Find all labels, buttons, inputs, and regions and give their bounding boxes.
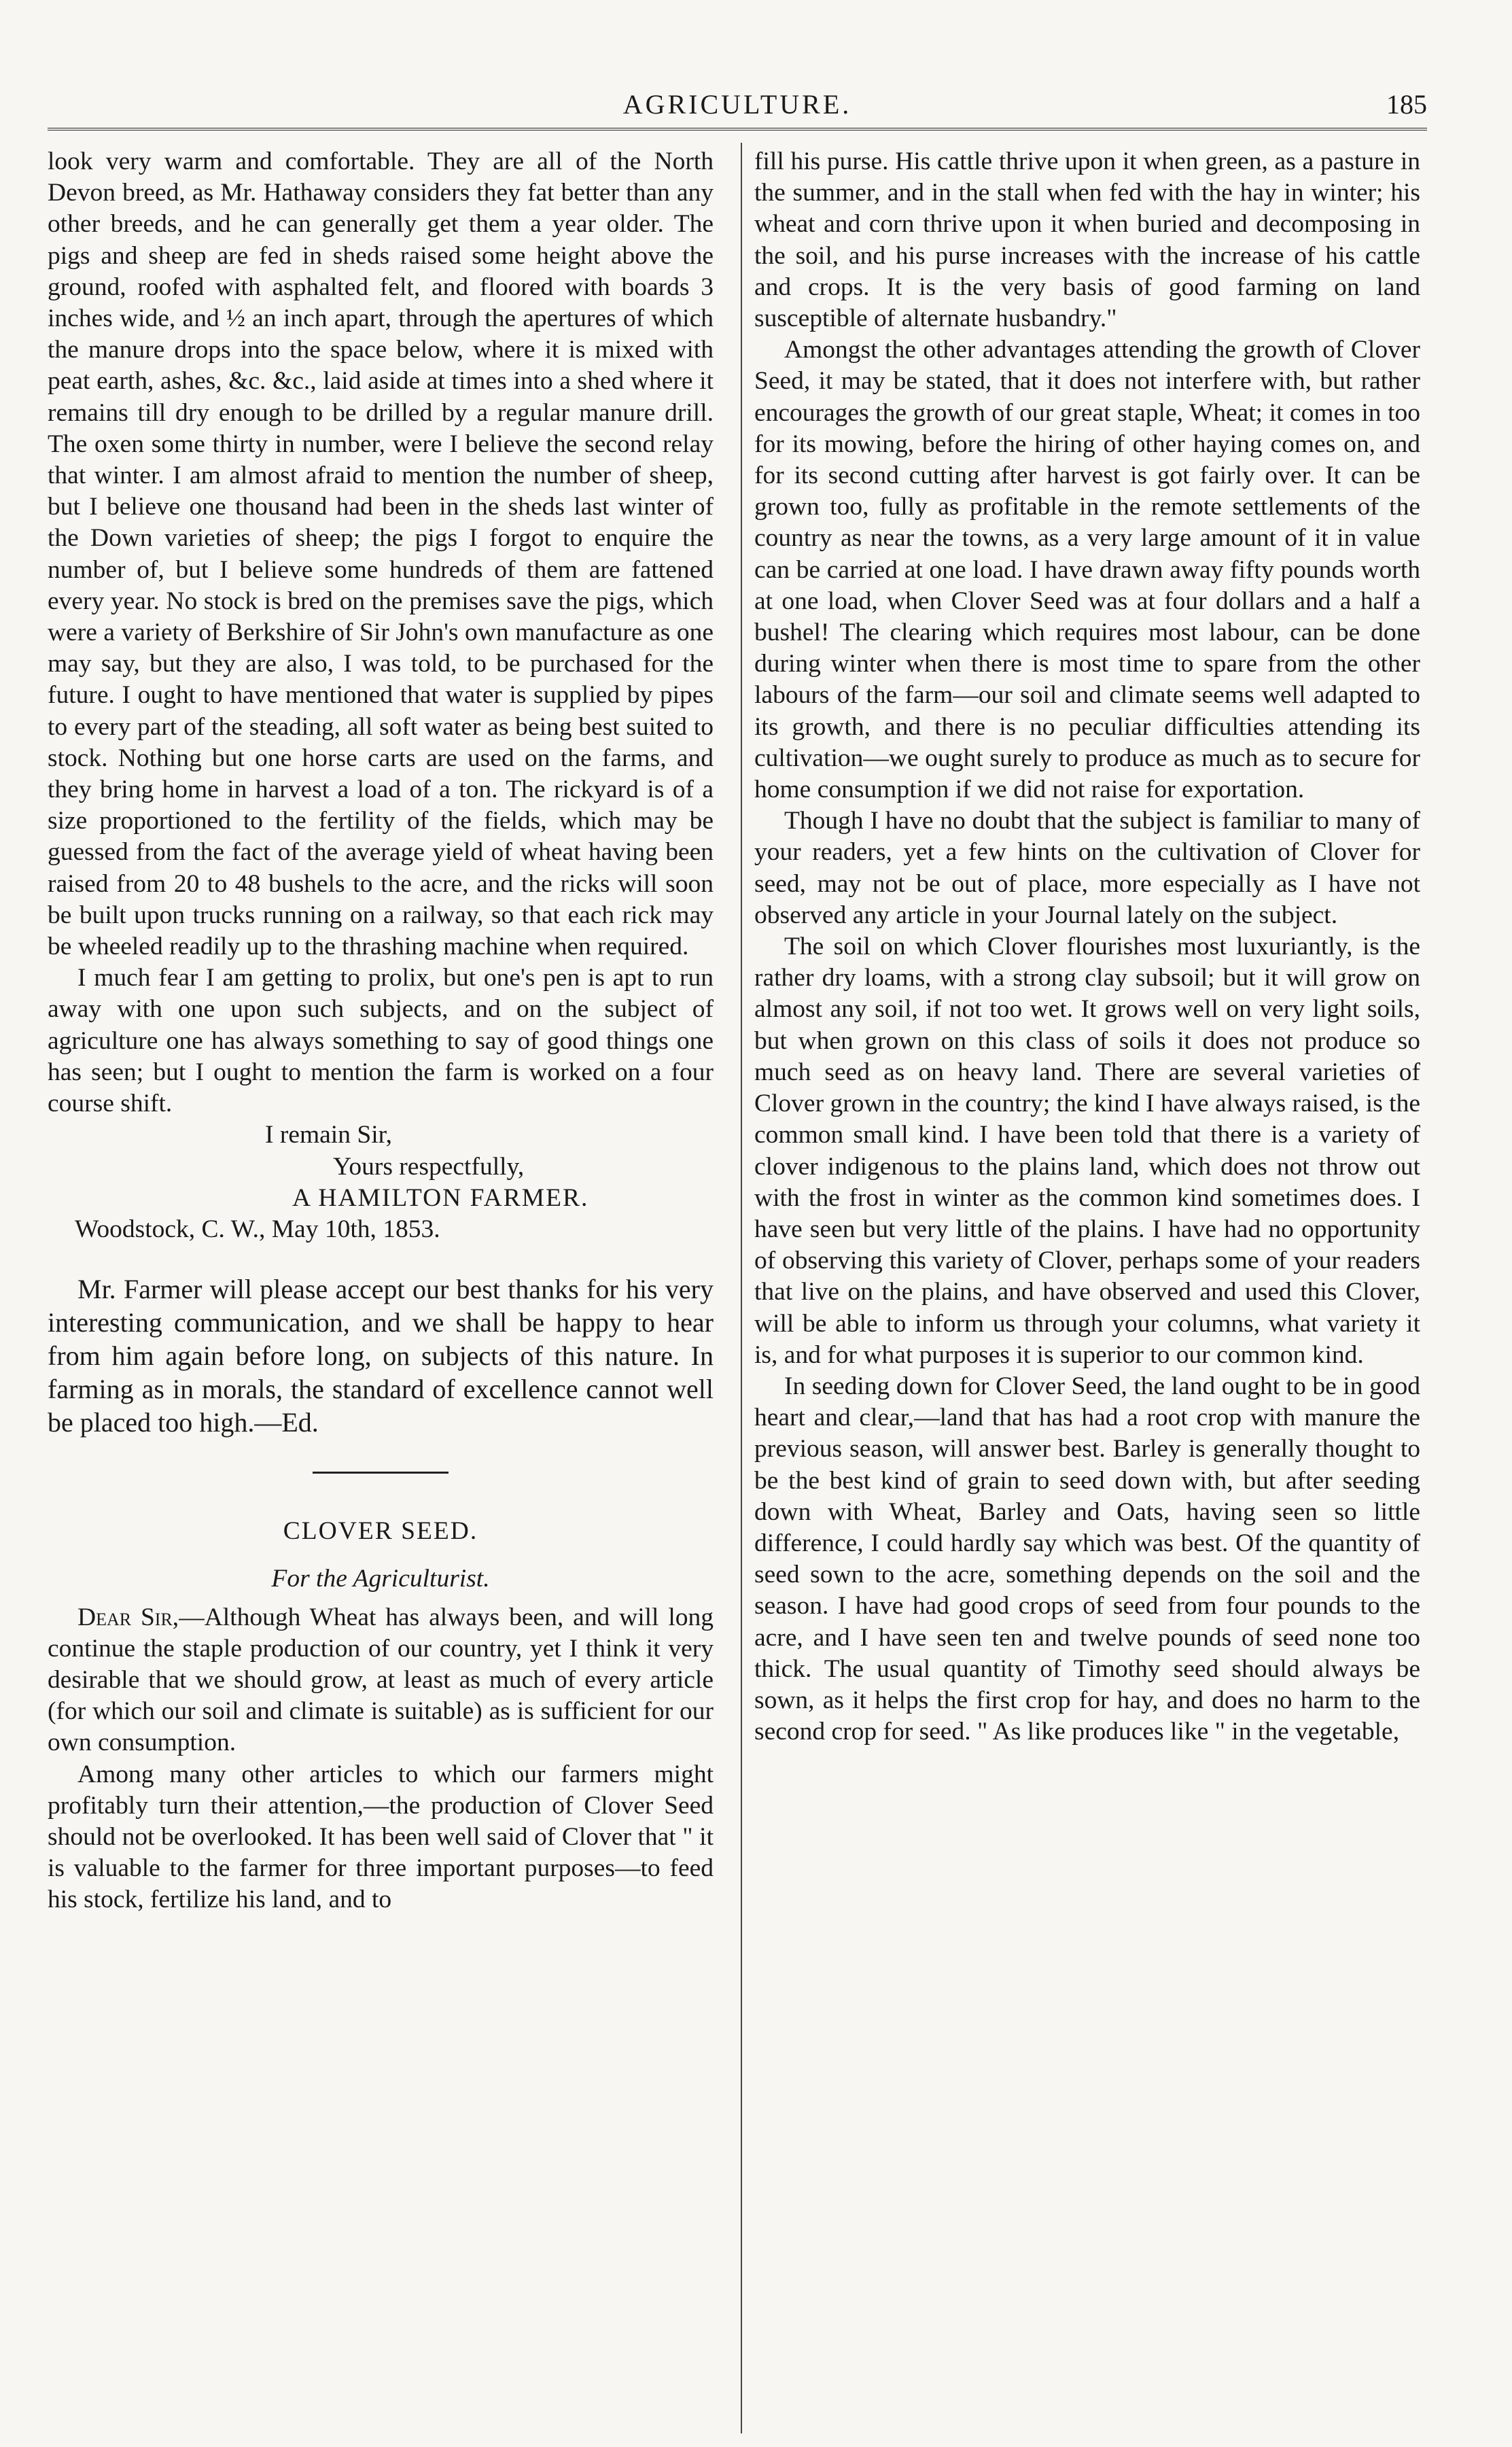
opening-text: —Although Wheat has always been, and will long continue the staple production of our country, yet I think it very desirable that we should grow, at least as much of every article (for which our soil and climate is suitable) as is sufficient for our own consumption.: [48, 1603, 714, 1757]
article-byline: For the Agriculturist.: [271, 1565, 490, 1593]
body-paragraph: In seeding down for Clover Seed, the land ought to be in good heart and clear,—land that has had a root crop with manure the previous season, will answer best. Barley is generally thought to be the best kind of grain to seed down with, but after seeding down with Wheat, Barley and Oats, having seen so little difference, I could hardly say which was best. Of the quantity of seed sown to the acre, something depends on the soil and the season. I have had good crops of seed from four pounds to the acre, and I have seen ten and twelve pounds of seed none too thick. The usual quantity of Timothy seed should always be sown, as it helps the first crop for hay, and does no harm to the second crop for seed. " As like produces like " in the vegetable,: [754, 1372, 1420, 1746]
body-paragraph: Though I have no doubt that the subject is familiar to many of your readers, yet a few hints on the cultivation of Clover for seed, may not be out of place, more especially as I have not observed any article in your Journal lately on the subject.: [754, 807, 1420, 929]
opening-paragraph: [48, 1602, 714, 1759]
section-divider: [313, 1472, 449, 1474]
page-number: 185: [1386, 89, 1427, 120]
editor-note: Mr. Farmer will please accept our best thanks for his very interesting communication, and we shall be happy to hear from him again before long, on subjects of this nature. In farming as in morals, the standard of excellence cannot well be placed too high.—Ed.: [48, 1274, 714, 1438]
closing-paragraph: I much fear I am getting to prolix, but one's pen is apt to run away with one upon such subjects, and on the subject of agriculture one has always something to say of good things one has seen; but I ought to mention the farm is worked on a four course shift.: [48, 964, 714, 1118]
running-title: AGRICULTURE.: [622, 89, 852, 120]
body-paragraph: Among many other articles to which our farmers might profitably turn their attention,—the production of Clover Seed should not be overlooked. It has been well said of Clover that " it is valuable to the farmer for three important purposes—to feed his stock, fertilize his land, and to: [48, 1760, 714, 1914]
continued-paragraph: look very warm and comfortable. They are all of the North Devon breed, as Mr. Hathaway considers they fat better than any other breeds, and he can generally get them a year older. The pigs and sheep are fed in sheds raised some height above the ground, roofed with asphalted felt, and floored with boards 3 inches wide, and ½ an inch apart, through the apertures of which the manure drops into the space below, where it is mixed with peat earth, ashes, &c. &c., laid aside at times into a shed where it remains till dry enough to be drilled by a regular manure drill. The oxen some thirty in number, were I believe the second relay that winter. I am almost afraid to mention the number of sheep, but I believe one thousand had been in the sheds last winter of the Down varieties of sheep; the pigs I forgot to enquire the number of, but I believe some hundreds of them are fattened every year. No stock is bred on the premises save the pigs, which were a variety of Berkshire of Sir John's own manufacture as one may say, but they are also, I was told, to be purchased for the future. I ought to have mentioned that water is supplied by pipes to every part of the steading, all soft water as being best suited to stock. Nothing but one horse carts are used on the farms, and they bring home in harvest a load of a ton. The rickyard is of a size proportioned to the fertility of the fields, which may be guessed from the fact of the average yield of wheat having been raised from 20 to 48 bushels to the acre, and the ricks will soon be built upon trucks running on a railway, so that each rick may be wheeled readily up to the thrashing machine when required.: [48, 147, 714, 961]
body-paragraph: Amongst the other advantages attending the growth of Clover Seed, it may be stated, that it does not interfere with, but rather encourages the growth of our great staple, Wheat; it comes in too for its mowing, before the hiring of other haying comes on, and for its second cutting after harvest is got fairly over. It can be grown too, fully as profitable in the remote settlements of the country as near the towns, as a very large amount of it in value can be carried at one load. I have drawn away fifty pounds worth at one load, when Clover Seed was at four dollars and a half a bushel! The clearing which requires most labour, can be done during winter when there is most time to spare from the other labours of the farm—our soil and climate seems well adapted to its growth, and there is no peculiar difficulties attending its cultivation—we ought surely to produce as much as to secure for home consumption if we did not raise for exportation.: [754, 336, 1420, 804]
signature-author: A HAMILTON FARMER.: [292, 1183, 589, 1212]
header-rule: [48, 128, 1427, 131]
continued-paragraph: fill his purse. His cattle thrive upon it when green, as a pasture in the summer, and in the stall when fed with the hay in winter; his wheat and corn thrive upon it when buried and decomposing in the soil, and his purse increases with the increase of his cattle and crops. It is the very basis of good farming on land susceptible of alternate husbandry.": [754, 147, 1420, 333]
signature-salutation: Yours respectfully,: [333, 1152, 525, 1181]
signature-place-date: Woodstock, C. W., May 10th, 1853.: [75, 1215, 440, 1243]
salutation: Dear Sir,: [77, 1603, 179, 1631]
right-column: [754, 146, 1420, 1748]
left-column: [48, 146, 714, 1916]
column-rule: [741, 143, 742, 2433]
signature-closing: I remain Sir,: [265, 1121, 392, 1149]
article-title: CLOVER SEED.: [283, 1517, 478, 1546]
body-paragraph: The soil on which Clover flourishes most luxuriantly, is the rather dry loams, with a strong clay subsoil; but it will grow on almost any soil, if not too wet. It grows well on very light soils, but when grown on this class of soils it does not produce so much seed as on heavy land. There are several varieties of Clover grown in the country; the kind I have always raised, is the common small kind. I have been told that there is a variety of clover indigenous to the plains land, which does not throw out with the frost in winter as the common kind sometimes does. I have seen but very little of the plains. I have had no opportunity of observing this variety of Clover, perhaps some of your readers that live on the plains, and have observed and used this Clover, will be able to inform us through your columns, what variety it is, and for what purposes it is superior to our common kind.: [754, 933, 1420, 1369]
